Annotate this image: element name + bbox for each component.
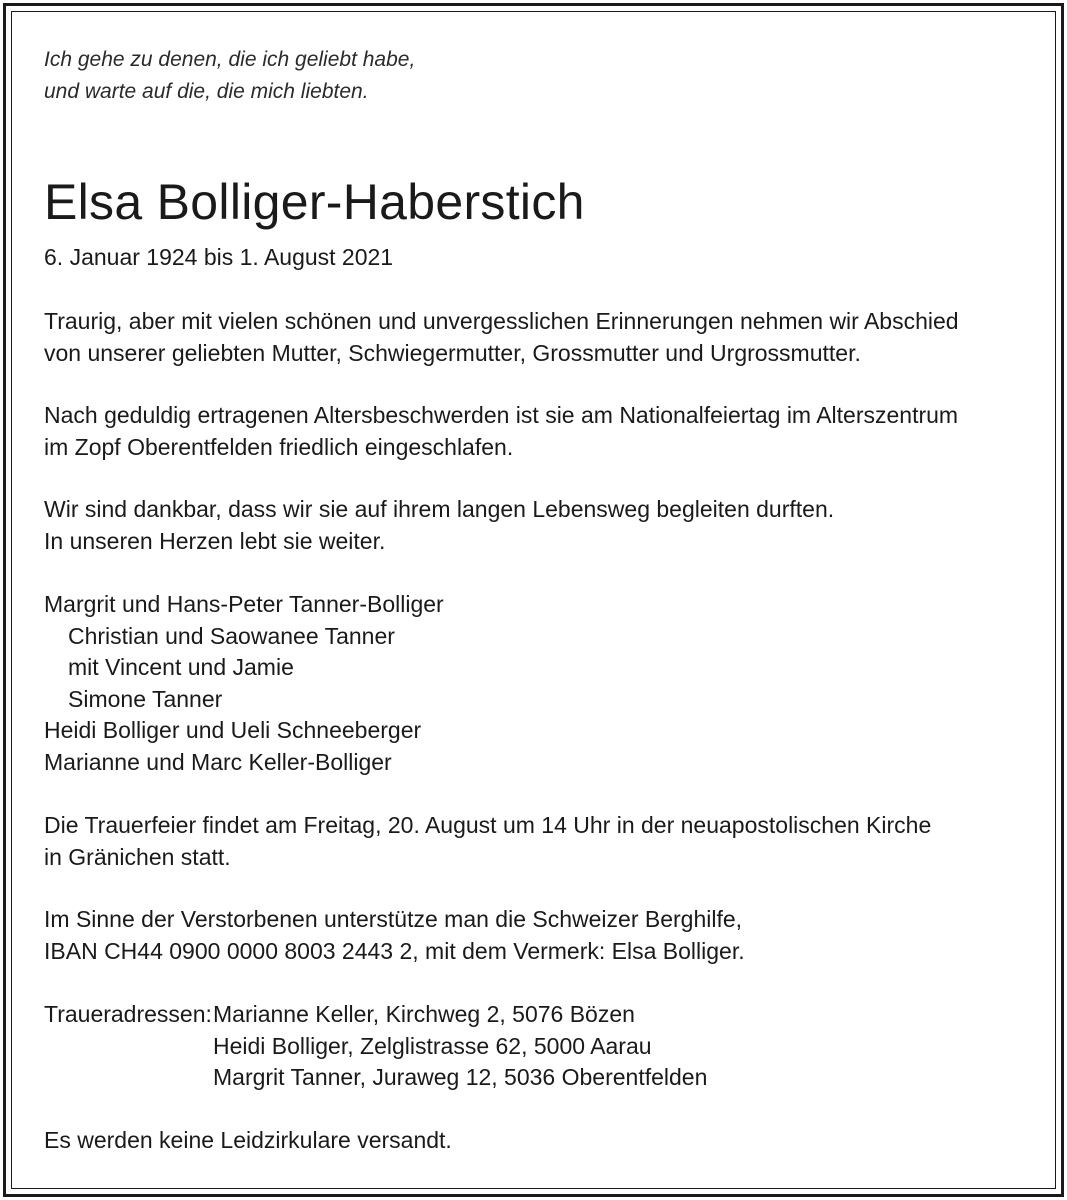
- motto: [44, 44, 1014, 108]
- paragraph-gratitude: [44, 494, 834, 557]
- funeral-notice: [44, 810, 931, 873]
- motto-line-2: und warte auf die, die mich liebten.: [44, 80, 369, 103]
- funeral-line: Die Trauerfeier findet am Freitag, 20. August um 14 Uhr in der neuapostolischen Kirche: [44, 812, 932, 838]
- donation-line: Im Sinne der Verstorbenen unterstütze man die Schweizer Berghilfe,: [44, 906, 743, 932]
- paragraph-line: im Zopf Oberentfelden friedlich eingeschlafen.: [44, 433, 514, 460]
- family-member: Margrit und Hans-Peter Tanner-Bolliger: [44, 591, 444, 617]
- life-dates: 6. Januar 1924 bis 1. August 2021: [44, 244, 394, 270]
- family-member: mit Vincent und Jamie: [68, 654, 294, 680]
- address-item: Heidi Bolliger, Zelglistrasse 62, 5000 Aarau: [213, 1032, 652, 1059]
- family-member: Heidi Bolliger und Ueli Schneeberger: [44, 717, 422, 743]
- address-item: Marianne Keller, Kirchweg 2, 5076 Bözen: [213, 1001, 635, 1027]
- family-list: [44, 589, 444, 778]
- paragraph-farewell: [44, 306, 959, 369]
- paragraph-line: Traurig, aber mit vielen schönen und unvergesslichen Erinnerungen nehmen wir Abschied: [44, 308, 959, 334]
- family-member: Marianne und Marc Keller-Bolliger: [44, 748, 392, 775]
- closing-note: Es werden keine Leidzirkulare versandt.: [44, 1127, 452, 1153]
- address-item: Margrit Tanner, Juraweg 12, 5036 Oberentfelden: [213, 1064, 708, 1090]
- addresses-label: Traueradressen:: [44, 1001, 212, 1027]
- paragraph-passing: [44, 400, 958, 463]
- donation-line: IBAN CH44 0900 0000 8003 2443 2, mit dem Vermerk: Elsa Bolliger.: [44, 937, 745, 964]
- motto-line-1: Ich gehe zu denen, die ich geliebt habe,: [44, 48, 416, 71]
- mourning-addresses: [44, 999, 707, 1094]
- paragraph-line: von unserer geliebten Mutter, Schwiegermutter, Grossmutter und Urgrossmutter.: [44, 339, 861, 366]
- paragraph-line: In unseren Herzen lebt sie weiter.: [44, 527, 386, 554]
- family-member: Simone Tanner: [68, 685, 223, 712]
- paragraph-line: Nach geduldig ertragenen Altersbeschwerden ist sie am Nationalfeiertag im Alterszentrum: [44, 402, 959, 428]
- family-member: Christian und Saowanee Tanner: [68, 622, 395, 649]
- deceased-name: Elsa Bolliger-Haberstich: [44, 174, 585, 230]
- donation-notice: [44, 904, 745, 967]
- funeral-line: in Gränichen statt.: [44, 843, 231, 870]
- paragraph-line: Wir sind dankbar, dass wir sie auf ihrem langen Lebensweg begleiten durften.: [44, 496, 835, 522]
